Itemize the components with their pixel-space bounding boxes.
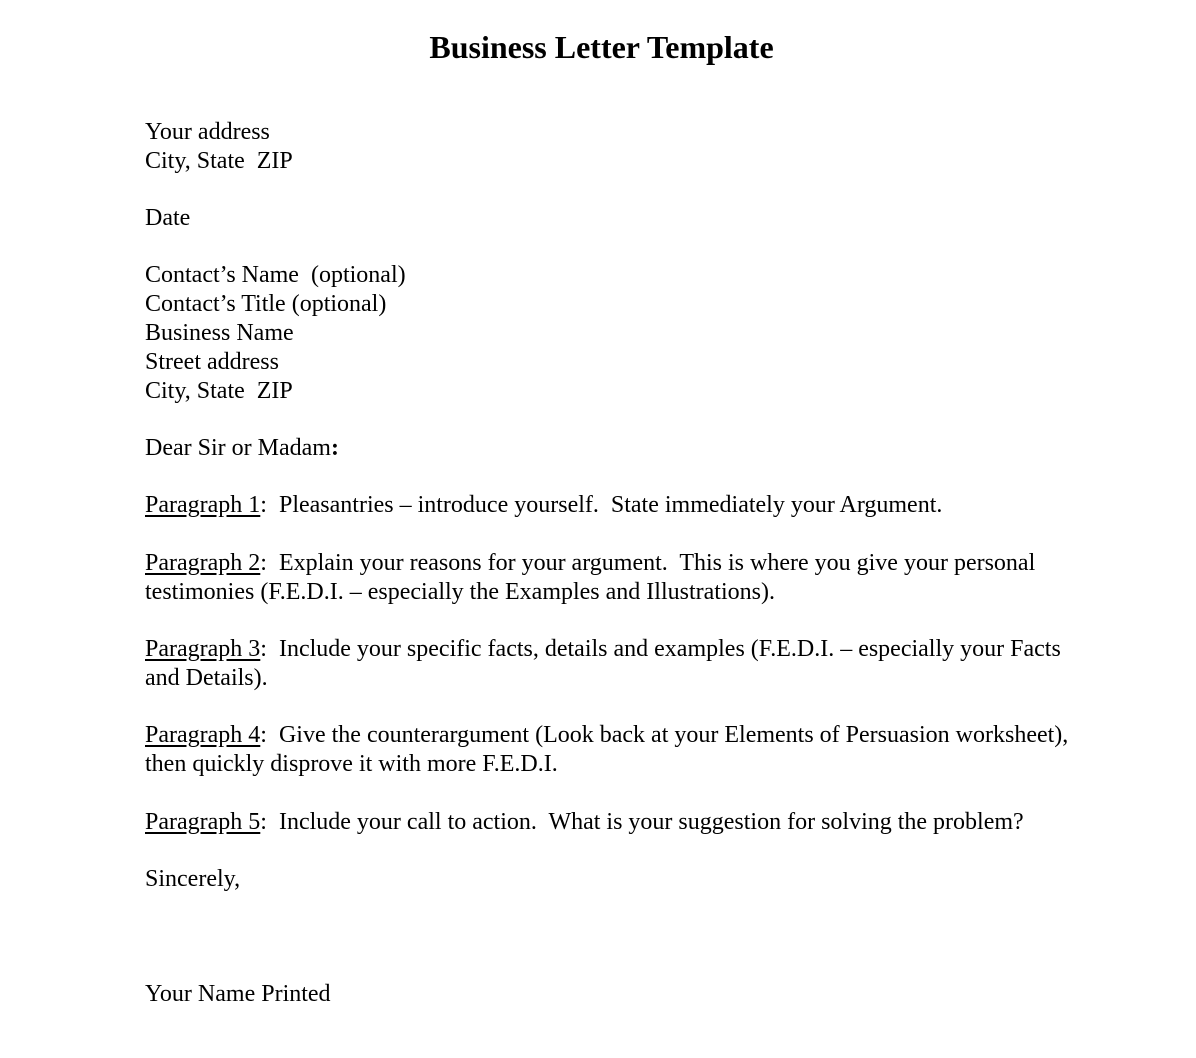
- paragraph-4: [145, 721, 1068, 750]
- signature-name: Your Name Printed: [145, 981, 331, 1007]
- salutation-colon: :: [330, 435, 339, 461]
- salutation: [145, 434, 339, 463]
- sender-address: Your address: [145, 119, 270, 145]
- letter-date: Date: [145, 205, 191, 231]
- salutation-text: Dear Sir or Madam: [145, 435, 331, 461]
- paragraph-4-line-2: then quickly disprove it with more F.E.D.I.: [145, 751, 558, 777]
- sender-city-state-zip: City, State ZIP: [145, 148, 293, 174]
- paragraph-3-line-2: and Details).: [145, 665, 268, 691]
- paragraph-3-lead: Paragraph 3: [145, 636, 261, 662]
- paragraph-1: [145, 491, 942, 520]
- closing: Sincerely,: [145, 866, 241, 892]
- paragraph-5: [145, 808, 1024, 837]
- paragraph-4-lead: Paragraph 4: [145, 722, 261, 748]
- recipient-contact-name: Contact’s Name (optional): [145, 262, 406, 288]
- paragraph-5-line-1: : Include your call to action. What is your suggestion for solving the problem?: [260, 809, 1024, 835]
- paragraph-3-line-1: : Include your specific facts, details and examples (F.E.D.I. – especially your Facts: [260, 636, 1061, 662]
- paragraph-1-line-1: : Pleasantries – introduce yourself. State immediately your Argument.: [260, 492, 943, 518]
- paragraph-4-line-1: : Give the counterargument (Look back at your Elements of Persuasion worksheet),: [260, 722, 1069, 748]
- paragraph-2-lead: Paragraph 2: [145, 550, 261, 576]
- recipient-city-state-zip: City, State ZIP: [145, 378, 293, 404]
- document-title: Business Letter Template: [429, 29, 774, 65]
- paragraph-1-lead: Paragraph 1: [145, 492, 261, 518]
- recipient-contact-title: Contact’s Title (optional): [145, 291, 387, 317]
- paragraph-2: [145, 549, 1035, 578]
- recipient-street-address: Street address: [145, 349, 279, 375]
- paragraph-2-line-1: : Explain your reasons for your argument. This is where you give your personal: [260, 550, 1036, 576]
- paragraph-2-line-2: testimonies (F.E.D.I. – especially the Examples and Illustrations).: [145, 579, 775, 605]
- paragraph-5-lead: Paragraph 5: [145, 809, 261, 835]
- recipient-business-name: Business Name: [145, 320, 294, 346]
- paragraph-3: [145, 635, 1061, 664]
